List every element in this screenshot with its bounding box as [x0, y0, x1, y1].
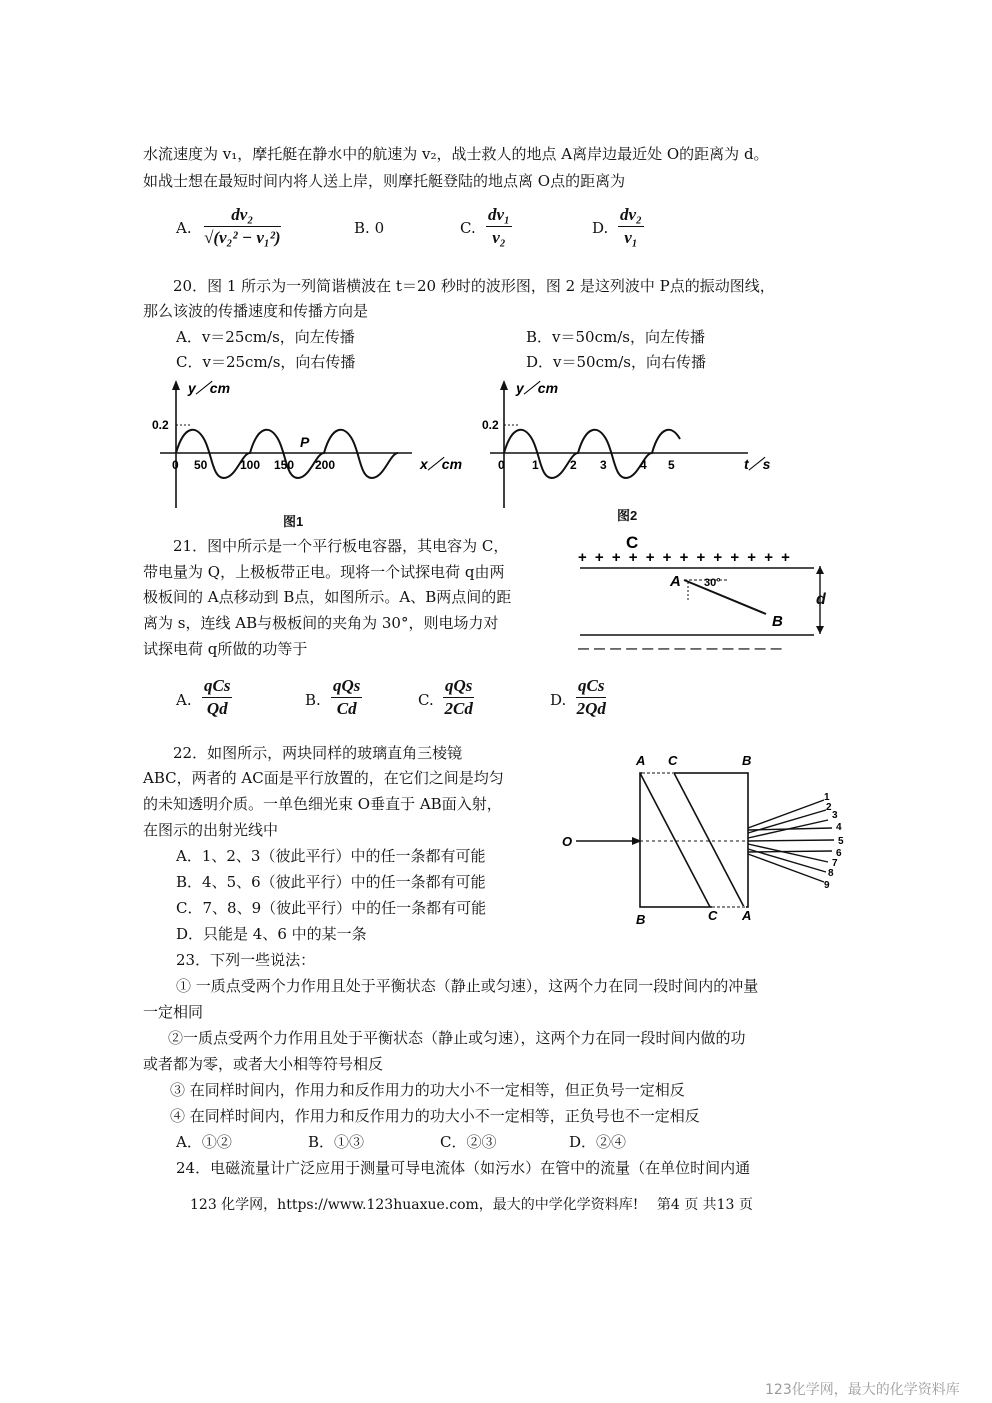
prism-face-ac-2 [674, 773, 744, 907]
q23-option-b: B．①③ [308, 1133, 365, 1151]
fraction-denominator: v₁ [624, 228, 638, 247]
q19-line1: 水流速度为 v₁，摩托艇在静水中的航速为 v₂，战士救人的地点 A离岸边最近处 O的距离为 d。 [143, 145, 769, 163]
fraction-denominator: 2Cd [444, 699, 473, 718]
fraction-numerator: dv₁ [486, 204, 512, 227]
q20-option-b: B．v＝50cm/s，向左传播 [526, 328, 705, 346]
q20-line2: 那么该波的传播速度和传播方向是 [143, 302, 369, 320]
angle-label: 30° [704, 577, 721, 589]
tick-label: 0 [498, 458, 505, 472]
fraction-denominator: Qd [206, 699, 228, 718]
q23-line0: 23．下列一些说法： [176, 951, 316, 969]
figure-2-caption: 图2 [617, 508, 638, 523]
q23-statement-2a: ②一质点受两个力作用且处于平衡状态（静止或匀速），这两个力在同一段时间内做的功 [168, 1029, 746, 1047]
vertex-b-bottom: B [636, 912, 646, 927]
q19-option-d-label: D. [592, 219, 609, 237]
ray-label: 4 [836, 822, 842, 833]
q21-line3: 极板间的 A点移动到 B点，如图所示。A、B两点间的距 [143, 588, 512, 606]
q23-statement-2b: 或者都为零，或者大小相等符号相反 [143, 1055, 384, 1073]
fraction-numerator: qCs [576, 675, 606, 698]
q23-statement-1b: 一定相同 [143, 1003, 204, 1021]
q21-option-c-label: C. [418, 691, 434, 709]
y-label: y／cm [188, 380, 231, 396]
source-o-label: O [562, 834, 573, 849]
q22-option-b: B．4、5、6（彼此平行）中的任一条都有可能 [176, 873, 486, 891]
q22-line4: 在图示的出射光线中 [143, 821, 279, 839]
ray-label: 7 [832, 858, 838, 869]
tick-label: 50 [194, 458, 208, 472]
t-label: t／s [744, 456, 771, 472]
q21-option-c-fraction [443, 675, 474, 720]
y-axis-arrow [500, 380, 508, 390]
prism-figure [556, 748, 856, 933]
x-label: x／cm [420, 456, 463, 472]
fraction-denominator: Cd [336, 699, 357, 718]
vertex-c-top: C [668, 753, 678, 768]
amplitude-label: 0.2 [482, 418, 499, 432]
negative-charges: — — — — — — — — — — — — — [578, 643, 783, 655]
q23-statement-1a: ① 一质点受两个力作用且处于平衡状态（静止或匀速），这两个力在同一段时间内的冲量 [176, 977, 759, 995]
exit-rays [748, 800, 834, 882]
page-footer: 123 化学网，https://www.123huaxue.com，最大的中学化学资料库! 第4 页 共13 页 [190, 1197, 753, 1213]
positive-charges: + + + + + + + + + + + + + [578, 549, 792, 566]
q23-statement-3: ③ 在同样时间内，作用力和反作用力的功大小不一定相等，但正负号一定相反 [170, 1081, 685, 1099]
segment-ab [684, 580, 766, 614]
amplitude-label: 0.2 [152, 418, 169, 432]
ray-label: 1 [824, 792, 830, 803]
q19-option-c-fraction [486, 204, 512, 249]
q21-line2: 带电量为 Q，上极板带正电。现将一个试探电荷 q由两 [143, 563, 505, 581]
vertex-b-top: B [742, 753, 752, 768]
ray-label: 9 [824, 880, 830, 891]
vertex-a-bottom: A [742, 908, 752, 923]
fraction-numerator: dv₂ [618, 204, 644, 227]
fraction-numerator: qQs [443, 675, 474, 698]
tick-label: 4 [640, 458, 647, 472]
q19-option-a-label: A. [176, 219, 192, 237]
ray-6 [748, 851, 832, 852]
wave-figure-1 [150, 378, 470, 513]
q19-option-d-fraction [618, 204, 644, 249]
y-label: y／cm [516, 380, 559, 396]
tick-label: 0 [172, 458, 179, 472]
point-b-label: B [772, 613, 783, 630]
vibration-figure-2 [478, 378, 788, 513]
q23-option-c: C．②③ [440, 1133, 497, 1151]
q23-statement-4: ④ 在同样时间内，作用力和反作用力的功大小不一定相等，正负号也不一定相反 [170, 1107, 700, 1125]
q21-line5: 试探电荷 q所做的功等于 [143, 640, 308, 658]
tick-label: 1 [532, 458, 539, 472]
q21-option-d-fraction [576, 675, 606, 720]
distance-arrowhead-bottom [816, 626, 824, 634]
distance-label: d [816, 591, 826, 608]
q22-option-d: D．只能是 4、6 中的某一条 [176, 925, 367, 943]
ray-label: 8 [828, 868, 834, 879]
y-axis-arrow [172, 380, 180, 390]
q19-option-a-fraction [204, 204, 281, 249]
fraction-denominator: √(v₂² − v₁²) [204, 228, 281, 247]
q22-option-a: A．1、2、3（彼此平行）中的任一条都有可能 [176, 847, 486, 865]
fraction-numerator: qCs [202, 675, 232, 698]
point-a-label: A [670, 573, 681, 590]
q21-option-b-label: B. [305, 691, 321, 709]
q23-option-a: A．①② [176, 1133, 232, 1151]
ray-label: 3 [832, 810, 838, 821]
point-p-label: P [300, 434, 310, 450]
tick-label: 5 [668, 458, 675, 472]
prism-outline [640, 773, 748, 907]
fraction-denominator: 2Qd [576, 699, 606, 718]
tick-label: 100 [240, 458, 261, 472]
q22-option-c: C．7、8、9（彼此平行）中的任一条都有可能 [176, 899, 487, 917]
q20-option-d: D．v＝50cm/s，向右传播 [526, 353, 706, 371]
q23-option-d: D．②④ [569, 1133, 627, 1151]
tick-label: 200 [315, 458, 336, 472]
q20-option-c: C．v＝25cm/s，向右传播 [176, 353, 356, 371]
fraction-numerator: qQs [331, 675, 362, 698]
q19-line2: 如战士想在最短时间内将人送上岸，则摩托艇登陆的地点离 O点的距离为 [143, 172, 626, 190]
q22-line2: ABC，两者的 AC面是平行放置的，在它们之间是均匀 [143, 769, 504, 787]
q19-option-b-value: 0 [374, 219, 385, 237]
figure-1-caption: 图1 [283, 514, 304, 529]
q24-line1: 24．电磁流量计广泛应用于测量可导电流体（如污水）在管中的流量（在单位时间内通 [176, 1159, 751, 1177]
vibration-curve [504, 430, 680, 478]
q20-option-a: A．v＝25cm/s，向左传播 [176, 328, 355, 346]
q21-line1: 21．图中所示是一个平行板电容器，其电容为 C， [173, 537, 509, 555]
q21-option-d-label: D. [550, 691, 567, 709]
ray-label: 2 [826, 802, 832, 813]
q19-option-c-label: C. [460, 219, 476, 237]
vertex-a-top: A [636, 753, 646, 768]
capacitor-figure [574, 530, 844, 660]
ray-label: 5 [838, 836, 844, 847]
q19-option-b [354, 219, 384, 237]
tick-label: 150 [274, 458, 295, 472]
q21-line4: 离为 s，连线 AB与极板间的夹角为 30°，则电场力对 [143, 614, 499, 632]
q19-option-b-label: B. [354, 219, 370, 237]
fraction-numerator: dv₂ [204, 204, 281, 227]
distance-arrowhead-top [816, 566, 824, 574]
capacitance-label: C [626, 533, 639, 552]
q22-line1: 22．如图所示，两块同样的玻璃直角三棱镜 [173, 744, 463, 762]
prism-face-ac-1 [640, 773, 710, 907]
tick-label: 2 [570, 458, 577, 472]
q21-option-a-label: A. [176, 691, 192, 709]
fraction-denominator: v₂ [492, 228, 506, 247]
vertex-c-bottom: C [708, 908, 718, 923]
tick-label: 3 [600, 458, 607, 472]
q21-option-b-fraction [331, 675, 362, 720]
ray-label: 6 [836, 848, 842, 859]
q22-line3: 的未知透明介质。一单色细光束 O垂直于 AB面入射， [143, 795, 502, 813]
q21-option-a-fraction [202, 675, 232, 720]
q20-line1: 20．图 1 所示为一列简谐横波在 t＝20 秒时的波形图，图 2 是这列波中 P点的振动图线， [173, 277, 775, 295]
ray-4 [748, 828, 832, 830]
watermark: 123化学网，最大的化学资料库 [765, 1382, 960, 1398]
ray-5 [748, 840, 834, 841]
